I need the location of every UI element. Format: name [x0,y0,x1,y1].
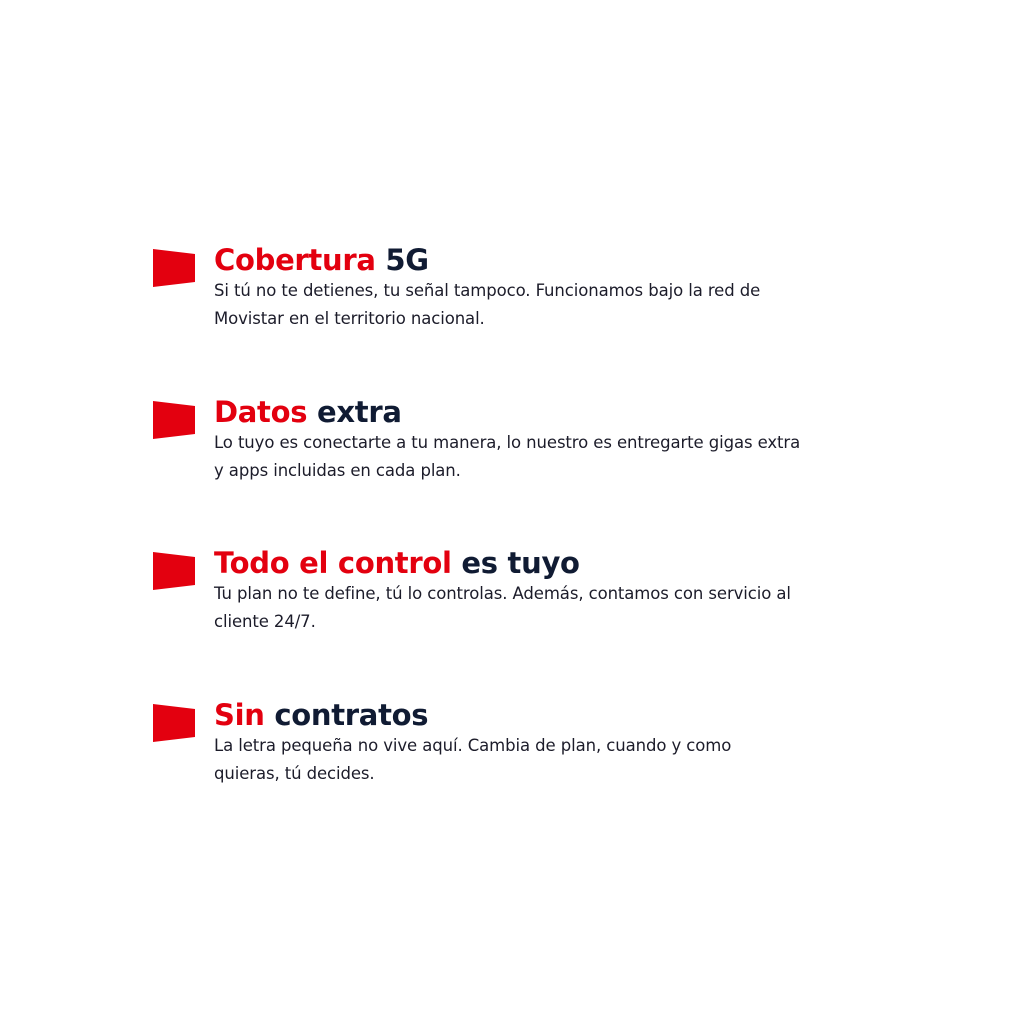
feature-description [214,580,874,636]
feature-description-line: Movistar en el territorio nacional. [214,309,485,328]
feature-description [214,277,874,333]
feature-title-rest: extra [317,395,402,429]
feature-description-line: y apps incluidas en cada plan. [214,461,461,480]
feature-title [214,546,580,580]
red-flag-icon [152,247,196,287]
feature-title [214,395,402,429]
feature-description [214,732,874,788]
feature-title-highlight: Todo el control [214,546,452,580]
red-flag-icon [152,399,196,439]
feature-description [214,429,874,485]
feature-description-line: La letra pequeña no vive aquí. Cambia de plan, cuando y como [214,736,732,755]
feature-description-line: quieras, tú decides. [214,764,375,783]
feature-title-rest: contratos [274,698,429,732]
feature-title [214,243,429,277]
feature-title-highlight: Datos [214,395,308,429]
feature-title-highlight: Cobertura [214,243,376,277]
red-flag-icon [152,702,196,742]
feature-description-line: Tu plan no te define, tú lo controlas. Además, contamos con servicio al [214,584,791,603]
feature-description-line: Lo tuyo es conectarte a tu manera, lo nuestro es entregarte gigas extra [214,433,801,452]
feature-title [214,698,428,732]
feature-description-line: Si tú no te detienes, tu señal tampoco. Funcionamos bajo la red de [214,281,761,300]
feature-title-rest: es tuyo [461,546,580,580]
feature-title-rest: 5G [385,243,429,277]
feature-description-line: cliente 24/7. [214,612,316,631]
feature-title-highlight: Sin [214,698,265,732]
red-flag-icon [152,550,196,590]
